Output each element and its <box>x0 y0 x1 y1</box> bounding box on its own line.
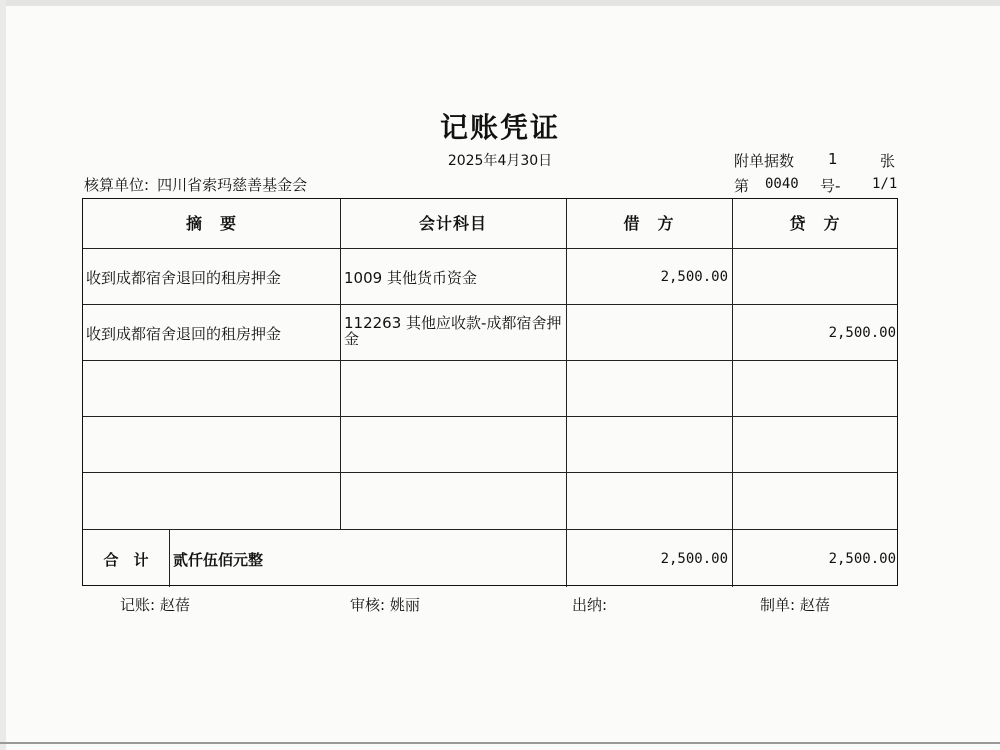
column-divider <box>732 199 733 587</box>
row-divider <box>83 416 897 417</box>
bookkeeper: 记账: 赵蓓 <box>120 596 190 614</box>
scan-edge-top <box>0 0 1000 6</box>
voucher-page: 1/1 <box>872 176 898 192</box>
header-debit: 借 方 <box>623 214 675 233</box>
unit-name: 四川省索玛慈善基金会 <box>157 176 308 194</box>
header-summary: 摘 要 <box>185 214 237 233</box>
voucher-number: 0040 <box>765 176 799 192</box>
unit-label: 核算单位: <box>84 176 150 194</box>
accounting-unit <box>84 174 307 195</box>
row-divider <box>83 248 897 249</box>
column-divider <box>566 199 567 587</box>
attachments-unit: 张 <box>880 152 896 170</box>
voucher-title: 记账凭证 <box>439 111 560 144</box>
header-account: 会计科目 <box>418 214 487 233</box>
row-1-account: 1009 其他货币资金 <box>344 269 477 287</box>
header-credit: 贷 方 <box>789 214 841 233</box>
row-2-credit: 2,500.00 <box>828 325 896 341</box>
column-divider <box>340 199 341 529</box>
attachments-count: 1 <box>828 150 838 168</box>
total-credit: 2,500.00 <box>828 551 896 567</box>
total-amount-in-words: 贰仟伍佰元整 <box>173 551 264 569</box>
row-divider <box>83 472 897 473</box>
voucher-number-label: 第 <box>734 177 750 195</box>
total-debit: 2,500.00 <box>660 551 728 567</box>
row-divider <box>83 529 897 530</box>
voucher-date: 2025年4月30日 <box>447 153 553 169</box>
total-label: 合 计 <box>103 551 149 569</box>
attachments-label: 附单据数 <box>734 152 795 170</box>
row-2-account: 112263 其他应收款-成都宿舍押金 <box>344 314 562 348</box>
scan-edge-bottom <box>0 742 1000 744</box>
row-1-summary: 收到成都宿舍退回的租房押金 <box>86 269 282 287</box>
reviewer: 审核: 姚丽 <box>350 596 420 614</box>
row-1-debit: 2,500.00 <box>660 269 728 285</box>
voucher-number-suffix: 号- <box>820 177 841 195</box>
row-2-summary: 收到成都宿舍退回的租房押金 <box>86 325 282 343</box>
voucher-table <box>82 198 898 586</box>
preparer: 制单: 赵蓓 <box>760 596 830 614</box>
row-divider <box>83 304 897 305</box>
column-divider <box>169 529 170 587</box>
row-divider <box>83 360 897 361</box>
cashier: 出纳: <box>572 596 608 614</box>
